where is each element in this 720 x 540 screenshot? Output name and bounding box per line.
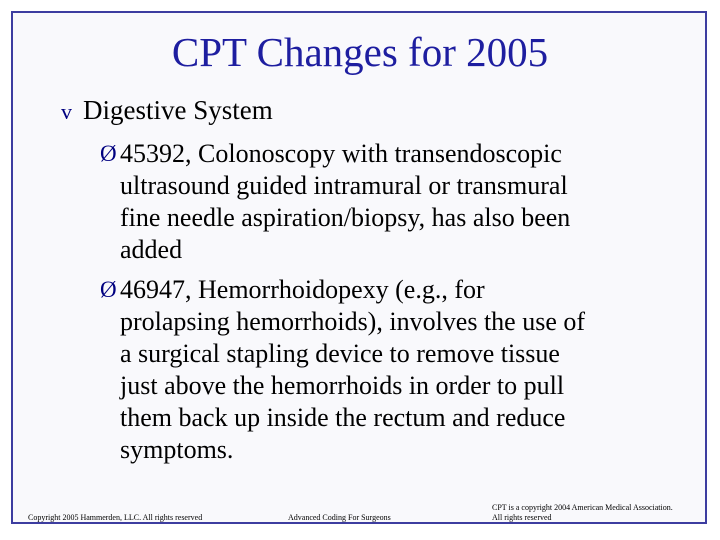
sub-bullet-45392: [100, 138, 570, 266]
arrow-bullet-icon: Ø: [100, 277, 117, 302]
sub-bullet-line: just above the hemorrhoids in order to pull: [120, 371, 565, 400]
bullet-digestive-system: [61, 92, 273, 130]
sub-bullet-line: added: [120, 235, 183, 264]
sub-bullet-46947: [100, 274, 585, 466]
arrow-bullet-icon: Ø: [100, 141, 117, 166]
footer-cpt-line1: CPT is a copyright 2004 American Medical Association.: [492, 503, 673, 512]
sub-bullet-line: 46947, Hemorrhoidopexy (e.g., for: [120, 275, 485, 304]
sub-bullet-line: prolapsing hemorrhoids), involves the use of: [120, 307, 586, 336]
bullet-text: Digestive System: [83, 95, 273, 125]
slide-title: CPT Changes for 2005: [171, 29, 549, 75]
footer-copyright: Copyright 2005 Hammerden, LLC. All rights reserved: [28, 513, 203, 522]
sub-bullet-line: a surgical stapling device to remove tissue: [120, 339, 560, 368]
diamond-bullet-icon: v: [61, 99, 72, 124]
footer-course-title: Advanced Coding For Surgeons: [288, 513, 391, 522]
footer-cpt-notice: [492, 503, 673, 523]
sub-bullet-line: them back up inside the rectum and reduce: [120, 403, 566, 432]
sub-bullet-line: 45392, Colonoscopy with transendoscopic: [120, 139, 562, 168]
sub-bullet-line: ultrasound guided intramural or transmural: [120, 171, 568, 200]
sub-bullet-line: symptoms.: [120, 435, 234, 464]
footer-cpt-line2: All rights reserved: [492, 513, 552, 522]
sub-bullet-line: fine needle aspiration/biopsy, has also been: [120, 203, 571, 232]
